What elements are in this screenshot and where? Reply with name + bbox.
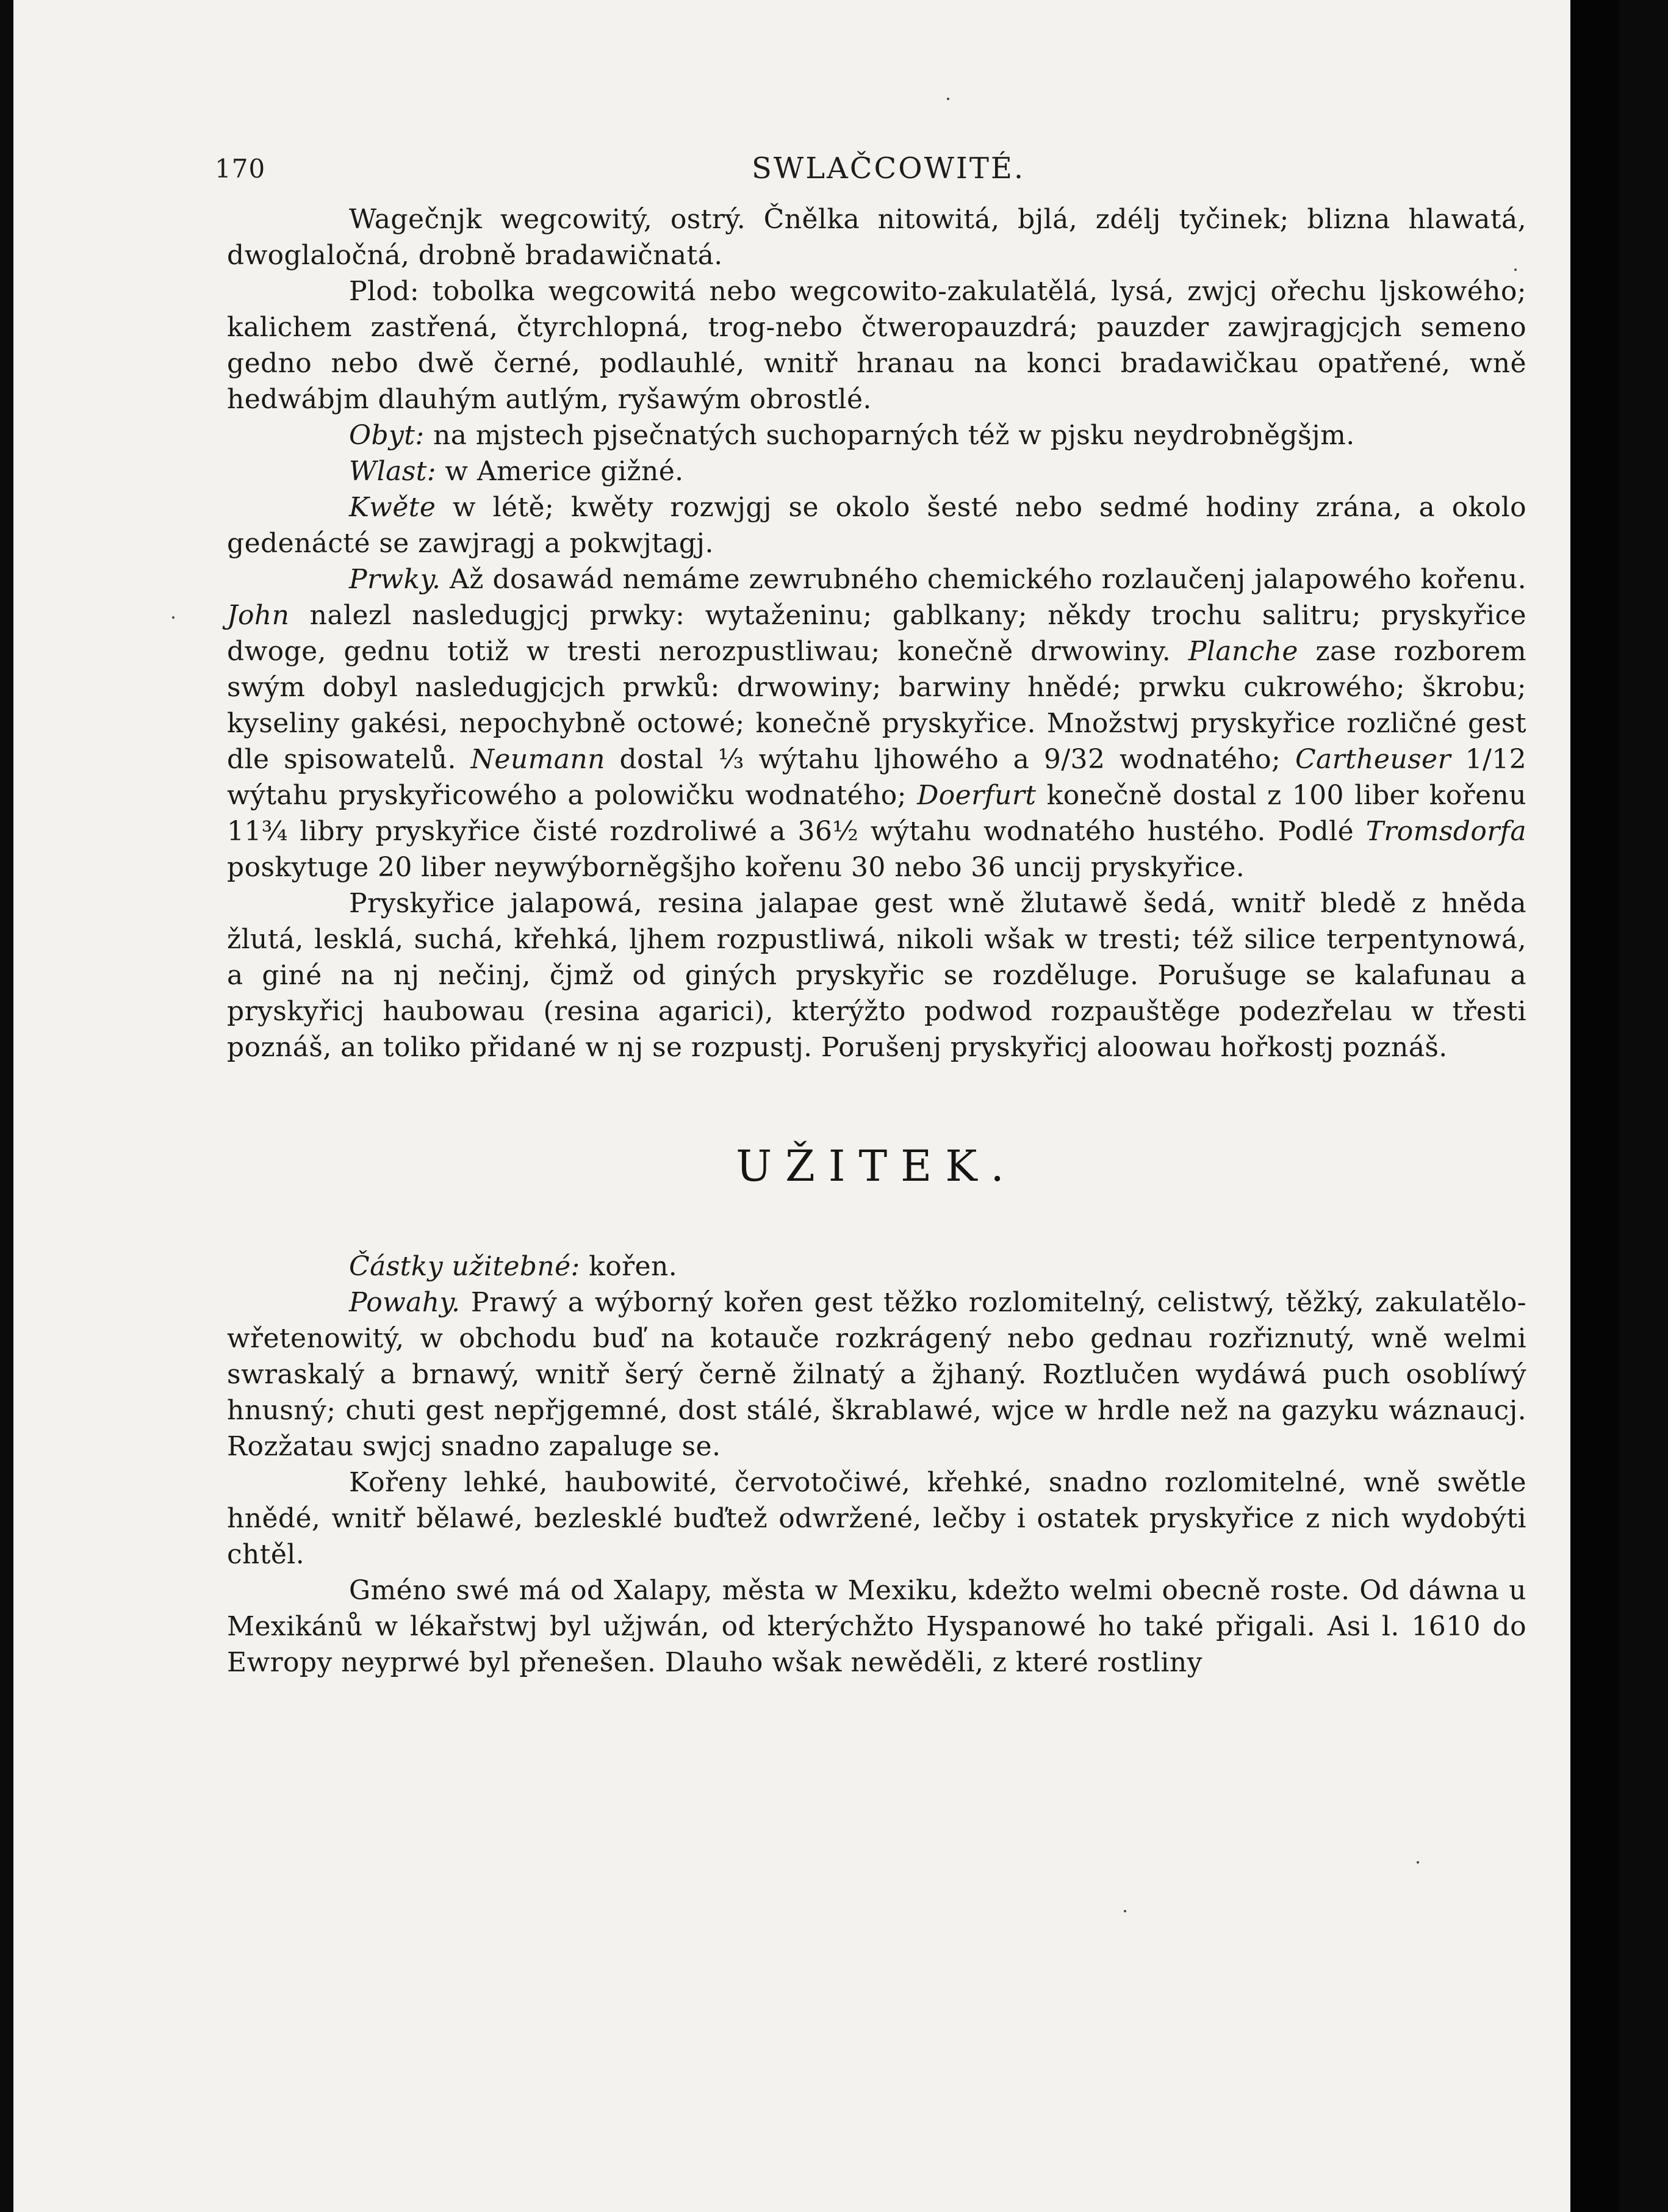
- section-title: UŽITEK.: [736, 1141, 1018, 1191]
- italic-name: Tromsdorfa: [1365, 816, 1526, 847]
- page-header: [215, 146, 1539, 189]
- scan-speck: [1417, 1861, 1419, 1864]
- paragraph-label: Powahy.: [349, 1287, 461, 1318]
- paragraph-wagecnjk: [227, 201, 1526, 273]
- italic-name: Cartheuser: [1295, 744, 1451, 775]
- paragraph-powahy: [227, 1284, 1526, 1464]
- paragraph-plod: [227, 273, 1526, 417]
- page-number: 170: [215, 154, 266, 184]
- paragraph-gmeno: [227, 1573, 1526, 1681]
- paragraph-text: Pryskyřice jalapowá, resina jalapae gest wně žlutawě šedá, wnitř bledě z hněda žlutá, lesklá, suchá, křehká, ljhem rozpustliwá, nikoli wšak w tresti; též silice terpentynowá, a giné na nj nečinj, čjmž od giných pryskyřic se rozděluge. Porušuge se kalafunau a pryskyřicj haubowau (resina agarici), kterýžto podwod rozpauštěge podezřelau w třesti poznáš, an toliko přidané w nj se rozpustj. Porušenj pryskyřicj aloowau hořkostj poznáš.: [227, 888, 1526, 1063]
- paragraph-text: Plod: tobolka wegcowitá nebo wegcowito-zakulatělá, lysá, zwjcj ořechu ljskowého; kalichem zastřená, čtyrchlopná, trog-nebo čtweropauzdrá; pauzder zawjragjcjch semeno gedno nebo dwě černé, podlauhlé, wnitř hranau na konci bradawičkau opatřené, wně hedwábjm dlauhým autlým, ryšawým obrostlé.: [227, 276, 1526, 415]
- paragraph-prwky: [227, 561, 1526, 885]
- paragraph-kwete: [227, 489, 1526, 561]
- prwky-text: [227, 564, 1526, 883]
- text-run: Až dosawád nemáme zewrubného chemického rozlaučenj jalapowého kořenu.: [440, 564, 1526, 595]
- paragraph-label: Wlast:: [349, 456, 437, 487]
- paragraph-pryskyrice: [227, 885, 1526, 1065]
- paragraph-text: kořen.: [580, 1251, 678, 1282]
- paragraph-text: Gméno swé má od Xalapy, města w Mexiku, kdežto welmi obecně roste. Od dáwna u Mexikánů w lékařstwj byl užjwán, od kterýchžto Hyspanowé ho také přigali. Asi l. 1610 do Ewropy neyprwé byl přenešen. Dlauho wšak newěděli, z které rostliny: [227, 1575, 1526, 1678]
- paragraph-text: na mjstech pjsečnatých suchoparných též w pjsku neydrobněgšjm.: [424, 420, 1355, 451]
- scanned-page: [13, 0, 1619, 2212]
- paragraph-label: Prwky.: [349, 564, 441, 595]
- text-run: dostal ⅓ wýtahu ljhowého a 9/32 wodnatého;: [605, 744, 1295, 775]
- paragraph-text: w létě; kwěty rozwjgj se okolo šesté nebo sedmé hodiny zrána, a okolo gedenácté se zawjragj a pokwjtagj.: [227, 492, 1526, 559]
- paragraph-obyt: [227, 417, 1526, 453]
- paragraph-text: Kořeny lehké, haubowité, červotočiwé, křehké, snadno rozlomitelné, wně swětle hnědé, wnitř bělawé, bezlesklé buďtež odwržené, lečby i ostatek pryskyřice z nich wydobýti chtěl.: [227, 1467, 1526, 1570]
- text-run: poskytuge 20 liber neywýborněgšjho kořenu 30 nebo 36 uncij pryskyřice.: [227, 852, 1245, 883]
- italic-name: Doerfurt: [917, 780, 1037, 811]
- scan-edge-shadow: [1570, 0, 1619, 2212]
- scan-speck: [947, 98, 949, 100]
- running-head: SWLAČCOWITÉ.: [752, 151, 1026, 186]
- paragraph-text: Prawý a wýborný kořen gest těžko rozlomitelný, celistwý, těžký, zakulatělo-wřetenowitý, w obchodu buď na kotauče rozkrágený nebo gednau rozřiznutý, wně welmi swraskalý a brnawý, wnitř šerý černě žilnatý a žjhaný. Roztlučen wydáwá puch osoblíwý hnusný; chuti gest nepřjgemné, dost stálé, škrablawé, wjce w hrdle než na gazyku wáznaucj. Rozžatau swjcj snadno zapaluge se.: [227, 1287, 1526, 1462]
- paragraph-text: Wagečnjk wegcowitý, ostrý. Čnělka nitowitá, bjlá, zdélj tyčinek; blizna hlawatá, dwoglaločná, drobně bradawičnatá.: [227, 204, 1526, 271]
- paragraph-wlast: [227, 453, 1526, 489]
- text-run: nalezl nasledugjcj prwky: wytaženinu; gablkany; někdy trochu salitru; pryskyřice dwoge, gednu totiž w tresti nerozpustliwau; konečně drwowiny.: [227, 600, 1526, 667]
- scan-speck: [172, 616, 174, 619]
- paragraph-label: Kwěte: [349, 492, 436, 523]
- text-run: konečně dostal z 100 liber kořenu 11¾ libry pryskyřice čisté rozdroliwé a 36½ wýtahu wodnatého hustého. Podlé: [227, 780, 1526, 847]
- paragraph-label: Obyt:: [349, 420, 425, 451]
- paragraph-label: Částky užitebné:: [349, 1251, 580, 1282]
- scan-speck: [1514, 268, 1517, 271]
- paragraph-text: w Americe gižné.: [436, 456, 684, 487]
- paragraph-castky: [227, 1248, 1526, 1284]
- paragraph-koreny: [227, 1464, 1526, 1573]
- body-text: [227, 201, 1526, 1681]
- scan-speck: [1124, 1910, 1126, 1912]
- italic-name: Neumann: [470, 744, 605, 775]
- italic-name: Planche: [1188, 636, 1298, 667]
- text-run: zase rozborem swým dobyl nasledugjcjch prwků: drwowiny; barwiny hnědé; prwku cukrowého; škrobu; kyseliny gakési, nepochybně octowé; konečně pryskyřice. Množstwj pryskyřice rozličné gest dle spisowatelů.: [227, 636, 1526, 775]
- text-run: 1/12 wýtahu pryskyřicowého a polowičku wodnatého;: [227, 744, 1526, 811]
- italic-name: John: [227, 600, 290, 631]
